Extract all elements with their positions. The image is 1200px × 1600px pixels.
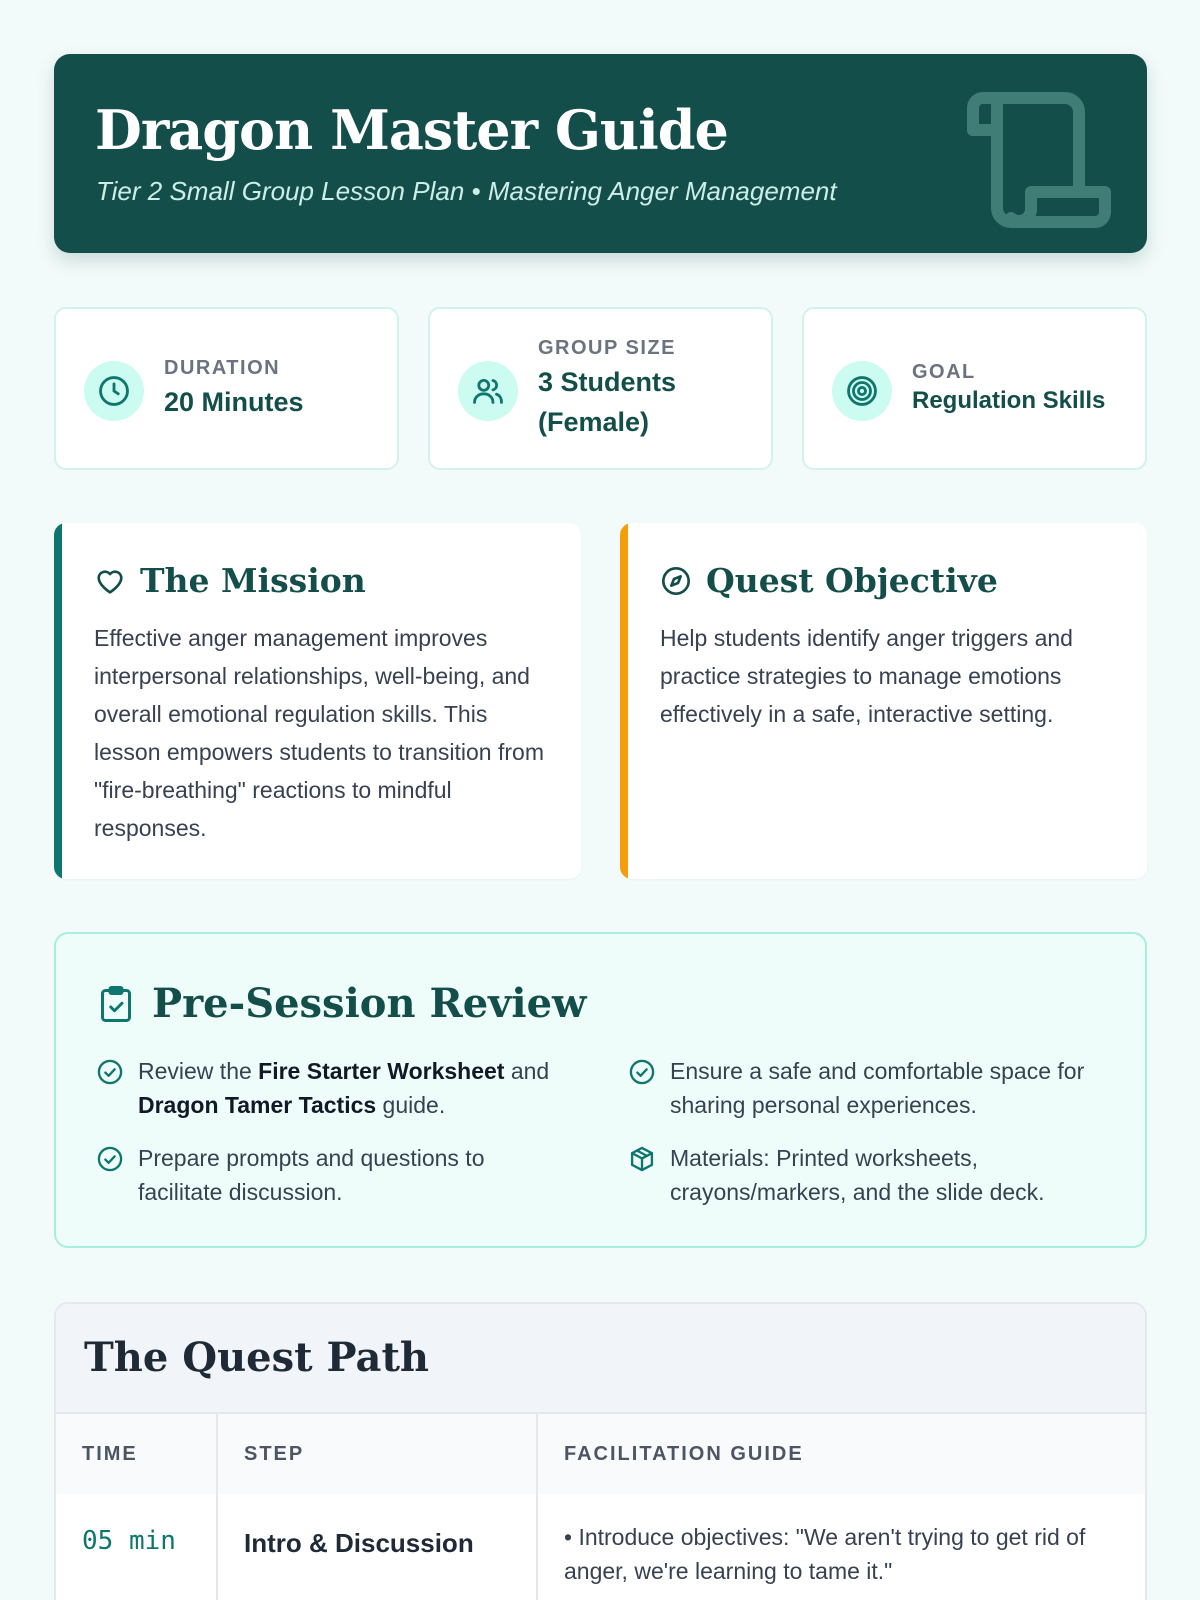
row-step: Intro & Discussion: [244, 1528, 474, 1558]
target-icon: [845, 374, 879, 408]
item-bold: Fire Starter Worksheet: [258, 1058, 505, 1084]
pre-session-item: [96, 1141, 566, 1209]
quest-path-table: [54, 1302, 1147, 1600]
item-text: Prepare prompts and questions to facilitate discussion.: [138, 1145, 485, 1205]
stat-card-goal: [802, 307, 1147, 470]
page-title: Dragon Master Guide: [95, 98, 728, 162]
scroll-icon: [965, 90, 1115, 230]
stat-card-duration: [54, 307, 399, 470]
pre-session-item: [628, 1054, 1098, 1122]
stat-value: Regulation Skills: [912, 387, 1106, 414]
objective-card: [620, 523, 1147, 879]
users-icon: [471, 374, 505, 408]
item-text: Review the: [138, 1058, 259, 1084]
pre-session-item: [628, 1141, 1098, 1209]
check-circle-icon: [628, 1058, 656, 1086]
clock-icon: [97, 374, 131, 408]
stat-label: GOAL: [912, 361, 976, 383]
heart-icon: [94, 565, 126, 597]
row-guide: • Introduce objectives: "We aren't trying to get rid of anger, we're learning to tame it.": [564, 1524, 1086, 1584]
package-icon: [628, 1145, 656, 1173]
clipboard-check-icon: [98, 984, 134, 1024]
objective-title: Quest Objective: [706, 561, 998, 600]
mission-accent-bar: [54, 523, 62, 879]
column-header-time: TIME: [82, 1443, 138, 1465]
column-header-guide: FACILITATION GUIDE: [564, 1443, 804, 1465]
pre-session-panel: [54, 932, 1147, 1248]
item-text: Ensure a safe and comfortable space for sharing personal experiences.: [670, 1058, 1085, 1118]
check-circle-icon: [96, 1145, 124, 1173]
pre-session-title: Pre-Session Review: [152, 980, 587, 1027]
pre-session-item: [96, 1054, 566, 1122]
item-text: guide.: [376, 1092, 446, 1118]
stat-card-group-size: [428, 307, 773, 470]
item-bold: Dragon Tamer Tactics: [138, 1092, 377, 1118]
page-subtitle: Tier 2 Small Group Lesson Plan • Mastering Anger Management: [96, 176, 837, 206]
mission-title: The Mission: [140, 561, 366, 600]
column-header-step: STEP: [244, 1443, 305, 1465]
stat-value-detail: (Female): [538, 407, 650, 437]
row-time: 05 min: [82, 1526, 176, 1556]
objective-accent-bar: [620, 523, 628, 879]
mission-body: Effective anger management improves interpersonal relationships, well-being, and overall emotional regulation skills. This lesson empowers students to transition from "fire-breathing" reactions to mindful responses.: [94, 625, 544, 841]
quest-path-title: The Quest Path: [84, 1334, 429, 1381]
stat-value: 20 Minutes: [164, 387, 304, 417]
target-icon-badge: [832, 361, 892, 421]
item-text: and: [504, 1058, 550, 1084]
stat-label: GROUP SIZE: [538, 337, 676, 359]
page-header: [54, 54, 1147, 253]
users-icon-badge: [458, 361, 518, 421]
stat-value: 3 Students: [538, 367, 677, 397]
check-circle-icon: [96, 1058, 124, 1086]
item-text: Materials: Printed worksheets, crayons/markers, and the slide deck.: [670, 1145, 1045, 1205]
clock-icon-badge: [84, 361, 144, 421]
objective-body: Help students identify anger triggers and practice strategies to manage emotions effectively in a safe, interactive setting.: [660, 625, 1073, 727]
mission-card: [54, 523, 581, 879]
compass-icon: [660, 565, 692, 597]
stat-label: DURATION: [164, 357, 281, 379]
quest-path-header: [56, 1304, 1145, 1414]
